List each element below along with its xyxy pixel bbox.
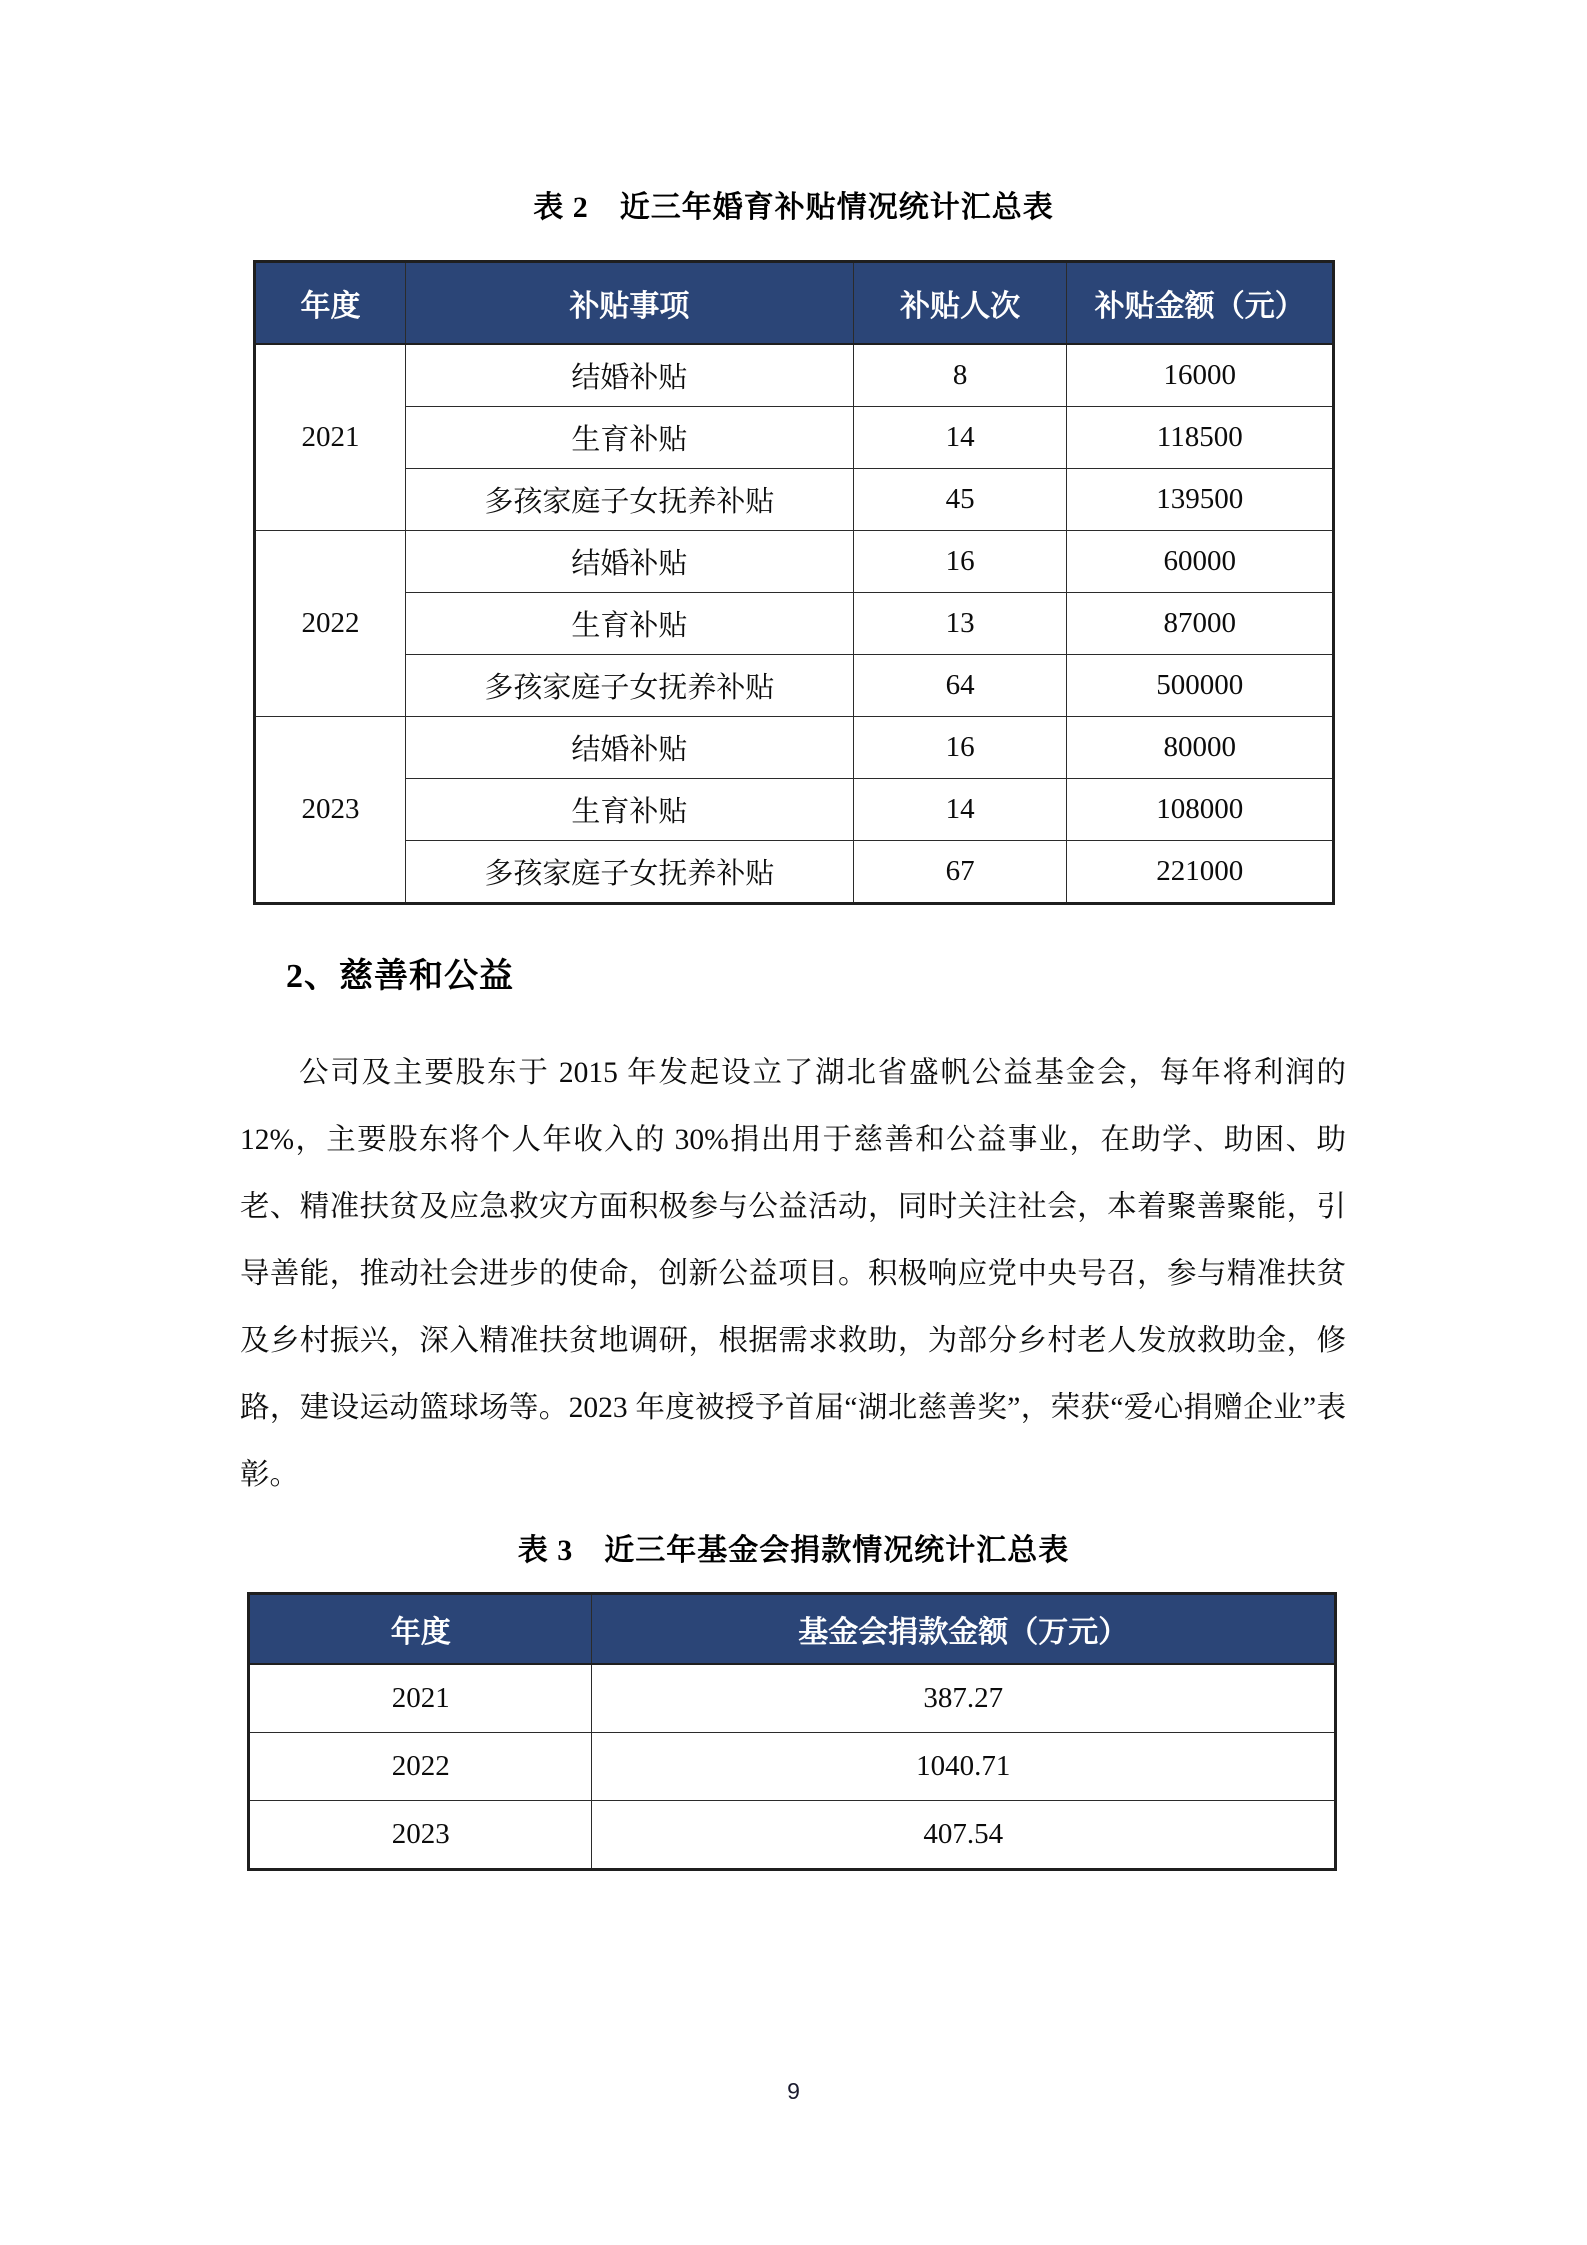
subsidy-count-cell: 16 bbox=[853, 531, 1067, 593]
section-heading-charity: 2、慈善和公益 bbox=[286, 958, 514, 995]
subsidy-item-cell: 多孩家庭子女抚养补贴 bbox=[406, 655, 854, 717]
column-header: 补贴人次 bbox=[853, 262, 1067, 345]
table-row bbox=[255, 469, 1334, 531]
subsidy-amount-cell: 118500 bbox=[1067, 407, 1334, 469]
table-row bbox=[255, 344, 1334, 407]
subsidy-item-cell: 多孩家庭子女抚养补贴 bbox=[406, 469, 854, 531]
year-cell: 2021 bbox=[255, 344, 406, 531]
subsidy-item-cell: 结婚补贴 bbox=[406, 717, 854, 779]
subsidy-amount-cell: 139500 bbox=[1067, 469, 1334, 531]
year-cell: 2023 bbox=[255, 717, 406, 904]
column-header: 补贴金额（元） bbox=[1067, 262, 1334, 345]
year-cell: 2022 bbox=[255, 531, 406, 717]
subsidy-item-cell: 结婚补贴 bbox=[406, 344, 854, 407]
subsidy-amount-cell: 80000 bbox=[1067, 717, 1334, 779]
subsidy-item-cell: 结婚补贴 bbox=[406, 531, 854, 593]
subsidy-count-cell: 64 bbox=[853, 655, 1067, 717]
table-row bbox=[255, 717, 1334, 779]
table-row bbox=[255, 593, 1334, 655]
column-header: 基金会捐款金额（万元） bbox=[592, 1594, 1336, 1665]
donation-amount-cell: 387.27 bbox=[592, 1664, 1336, 1733]
table-row bbox=[255, 655, 1334, 717]
donation-amount-cell: 1040.71 bbox=[592, 1733, 1336, 1801]
table-row bbox=[249, 1664, 1336, 1733]
year-cell: 2022 bbox=[249, 1733, 592, 1801]
marriage-subsidy-table bbox=[253, 260, 1335, 905]
subsidy-amount-cell: 60000 bbox=[1067, 531, 1334, 593]
charity-paragraph: 公司及主要股东于 2015 年发起设立了湖北省盛帆公益基金会，每年将利润的 12%，主要股东将个人年收入的 30%捐出用于慈善和公益事业，在助学、助困、助老、精准扶贫及应急救灾方面积极参与公益活动，同时关注社会，本着聚善聚能，引导善能，推动社会进步的使命，创新公益项目。积极响应党中央号召，参与精准扶贫及乡村振兴，深入精准扶贫地调研，根据需求救助，为部分乡村老人发放救助金，修路，建设运动篮球场等。2023 年度被授予首届“湖北慈善奖”，荣获“爱心捐赠企业”表彰。 bbox=[240, 1057, 1346, 1491]
header-row bbox=[255, 262, 1334, 345]
subsidy-item-cell: 多孩家庭子女抚养补贴 bbox=[406, 841, 854, 904]
subsidy-item-cell: 生育补贴 bbox=[406, 779, 854, 841]
column-header: 年度 bbox=[249, 1594, 592, 1665]
year-cell: 2023 bbox=[249, 1801, 592, 1870]
table-row bbox=[255, 779, 1334, 841]
subsidy-count-cell: 16 bbox=[853, 717, 1067, 779]
foundation-donation-table bbox=[247, 1592, 1337, 1871]
subsidy-amount-cell: 87000 bbox=[1067, 593, 1334, 655]
table-row bbox=[249, 1733, 1336, 1801]
subsidy-item-cell: 生育补贴 bbox=[406, 407, 854, 469]
subsidy-amount-cell: 108000 bbox=[1067, 779, 1334, 841]
column-header: 年度 bbox=[255, 262, 406, 345]
subsidy-count-cell: 67 bbox=[853, 841, 1067, 904]
header-row bbox=[249, 1594, 1336, 1665]
table-row bbox=[255, 531, 1334, 593]
subsidy-amount-cell: 221000 bbox=[1067, 841, 1334, 904]
table3-title: 表 3 近三年基金会捐款情况统计汇总表 bbox=[517, 1534, 1070, 1567]
subsidy-count-cell: 13 bbox=[853, 593, 1067, 655]
marriage-subsidy-table-header bbox=[255, 262, 1334, 345]
subsidy-count-cell: 14 bbox=[853, 779, 1067, 841]
page-number: 9 bbox=[787, 2078, 800, 2104]
subsidy-count-cell: 14 bbox=[853, 407, 1067, 469]
year-cell: 2021 bbox=[249, 1664, 592, 1733]
marriage-subsidy-table-body bbox=[255, 344, 1334, 904]
donation-amount-cell: 407.54 bbox=[592, 1801, 1336, 1870]
foundation-donation-table-body bbox=[249, 1664, 1336, 1870]
table-row bbox=[255, 407, 1334, 469]
subsidy-item-cell: 生育补贴 bbox=[406, 593, 854, 655]
table2-title: 表 2 近三年婚育补贴情况统计汇总表 bbox=[533, 191, 1054, 224]
table-row bbox=[255, 841, 1334, 904]
table-row bbox=[249, 1801, 1336, 1870]
subsidy-count-cell: 45 bbox=[853, 469, 1067, 531]
subsidy-amount-cell: 16000 bbox=[1067, 344, 1334, 407]
foundation-donation-table-header bbox=[249, 1594, 1336, 1665]
subsidy-count-cell: 8 bbox=[853, 344, 1067, 407]
subsidy-amount-cell: 500000 bbox=[1067, 655, 1334, 717]
column-header: 补贴事项 bbox=[406, 262, 854, 345]
